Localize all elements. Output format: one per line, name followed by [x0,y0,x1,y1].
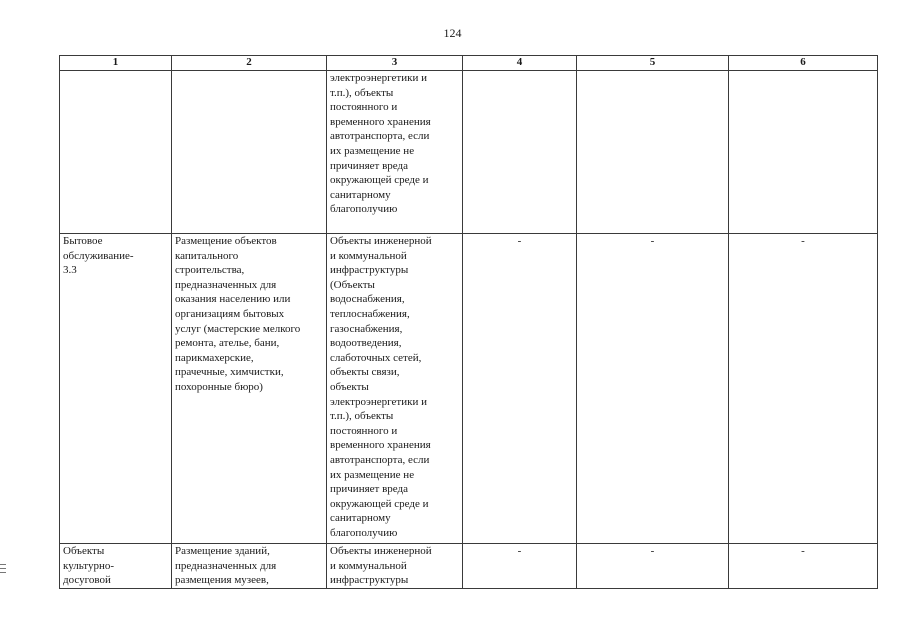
row-2-col-6: - [729,234,878,544]
row-2-description: Размещение объектов капитального строительства, предназначенных для оказания населению или организациям бытовых услуг (мастерские мелкого ремонта, ателье, бани, парикмахерские, прачечные, химчистки, похоронные бюро) [172,234,327,544]
row-3-description: Размещение зданий, предназначенных для размещения музеев, [172,544,327,589]
table-row [60,544,878,589]
scan-margin-mark [0,564,6,580]
header-col-4: 4 [463,56,577,71]
header-col-1: 1 [60,56,172,71]
row-1-col-5 [577,71,729,234]
row-2-use-type: Бытовое обслуживание- 3.3 [60,234,172,544]
row-1-use-type [60,71,172,234]
header-col-3: 3 [327,56,463,71]
row-1-auxiliary-uses: электроэнергетики и т.п.), объекты постоянного и временного хранения автотранспорта, если их размещение не причиняет вреда окружающей среде и санитарному благополучию [327,71,463,234]
table-header-row [60,56,878,71]
land-use-table [59,55,878,589]
header-col-6: 6 [729,56,878,71]
row-1-description [172,71,327,234]
row-3-col-5: - [577,544,729,589]
row-3-use-type: Объекты культурно- досуговой [60,544,172,589]
page-number: 124 [443,26,462,40]
table-row [60,234,878,544]
table-row [60,71,878,234]
header-col-2: 2 [172,56,327,71]
header-col-5: 5 [577,56,729,71]
row-2-auxiliary-uses: Объекты инженерной и коммунальной инфраструктуры (Объекты водоснабжения, теплоснабжения, газоснабжения, водоотведения, слаботочных сетей, объекты связи, объекты электроэнергетики и т.п.), объекты постоянного и временного хранения автотранспорта, если их размещение не причиняет вреда окружающей среде и санитарному благополучию [327,234,463,544]
row-3-auxiliary-uses: Объекты инженерной и коммунальной инфраструктуры [327,544,463,589]
row-2-col-5: - [577,234,729,544]
row-2-col-4: - [463,234,577,544]
row-3-col-4: - [463,544,577,589]
row-1-col-4 [463,71,577,234]
row-1-col-6 [729,71,878,234]
row-3-col-6: - [729,544,878,589]
